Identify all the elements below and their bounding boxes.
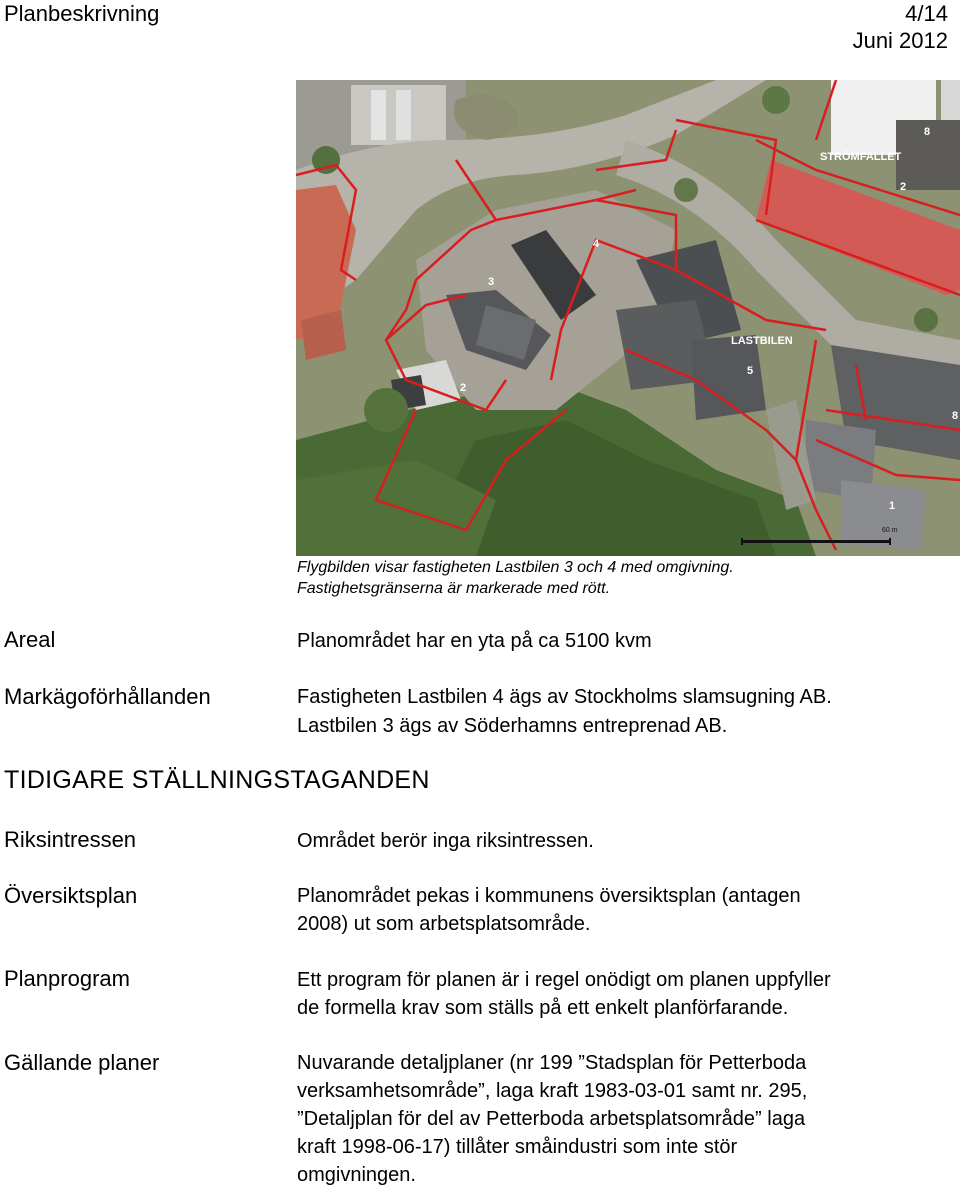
aerial-photo	[296, 80, 960, 556]
label-riksintressen: Riksintressen	[4, 827, 137, 852]
label-areal: Areal	[4, 627, 56, 652]
planprogram-line: de formella krav som ställs på ett enkelt planförfarande.	[297, 997, 789, 1019]
label-stromfallet: STRÖMFALLET	[820, 151, 902, 163]
gallande-line: omgivningen.	[297, 1164, 416, 1186]
oversiktsplan-line: Planområdet pekas i kommunens översiktsplan (antagen	[297, 885, 801, 907]
scale-label: 60 m	[882, 527, 898, 534]
label-markagoforhallanden: Markägoförhållanden	[4, 684, 211, 709]
planprogram-line: Ett program för planen är i regel onödigt om planen uppfyller	[297, 969, 831, 991]
parcel-number: 2	[460, 382, 467, 394]
parcel-number: 8	[952, 410, 959, 422]
document-title: Planbeskrivning	[4, 1, 160, 26]
oversiktsplan-line: 2008) ut som arbetsplatsområde.	[297, 913, 591, 935]
parcel-number: 8	[924, 126, 931, 138]
parcel-number: 3	[488, 276, 495, 288]
markagare-line: Lastbilen 3 ägs av Söderhamns entreprenad AB.	[297, 715, 728, 737]
parcel-number: 4	[593, 238, 600, 250]
photo-caption-line: Flygbilden visar fastigheten Lastbilen 3 och 4 med omgivning.	[297, 559, 734, 576]
gallande-line: verksamhetsområde”, laga kraft 1983-03-01 samt nr. 295,	[297, 1080, 808, 1102]
gallande-line: kraft 1998-06-17) tillåter småindustri som inte stör	[297, 1136, 738, 1158]
gallande-line: ”Detaljplan för del av Petterboda arbetsplatsområde” laga	[297, 1108, 806, 1130]
label-gallande-planer: Gällande planer	[4, 1050, 160, 1075]
label-lastbilen: LASTBILEN	[731, 335, 793, 347]
page-number: 4/14	[905, 1, 948, 26]
gallande-line: Nuvarande detaljplaner (nr 199 ”Stadsplan för Petterboda	[297, 1052, 807, 1074]
parcel-number: 1	[889, 500, 896, 512]
riksintressen-text: Området berör inga riksintressen.	[297, 830, 594, 852]
document-date: Juni 2012	[852, 28, 948, 53]
parcel-number: 2	[900, 181, 907, 193]
label-planprogram: Planprogram	[4, 966, 130, 991]
photo-caption-line: Fastighetsgränserna är markerade med rött.	[297, 580, 611, 597]
section-heading: TIDIGARE STÄLLNINGSTAGANDEN	[4, 766, 430, 794]
parcel-number: 5	[747, 365, 754, 377]
markagare-line: Fastigheten Lastbilen 4 ägs av Stockholms slamsugning AB.	[297, 686, 832, 708]
label-oversiktsplan: Översiktsplan	[4, 883, 138, 908]
areal-text: Planområdet har en yta på ca 5100 kvm	[297, 630, 652, 652]
